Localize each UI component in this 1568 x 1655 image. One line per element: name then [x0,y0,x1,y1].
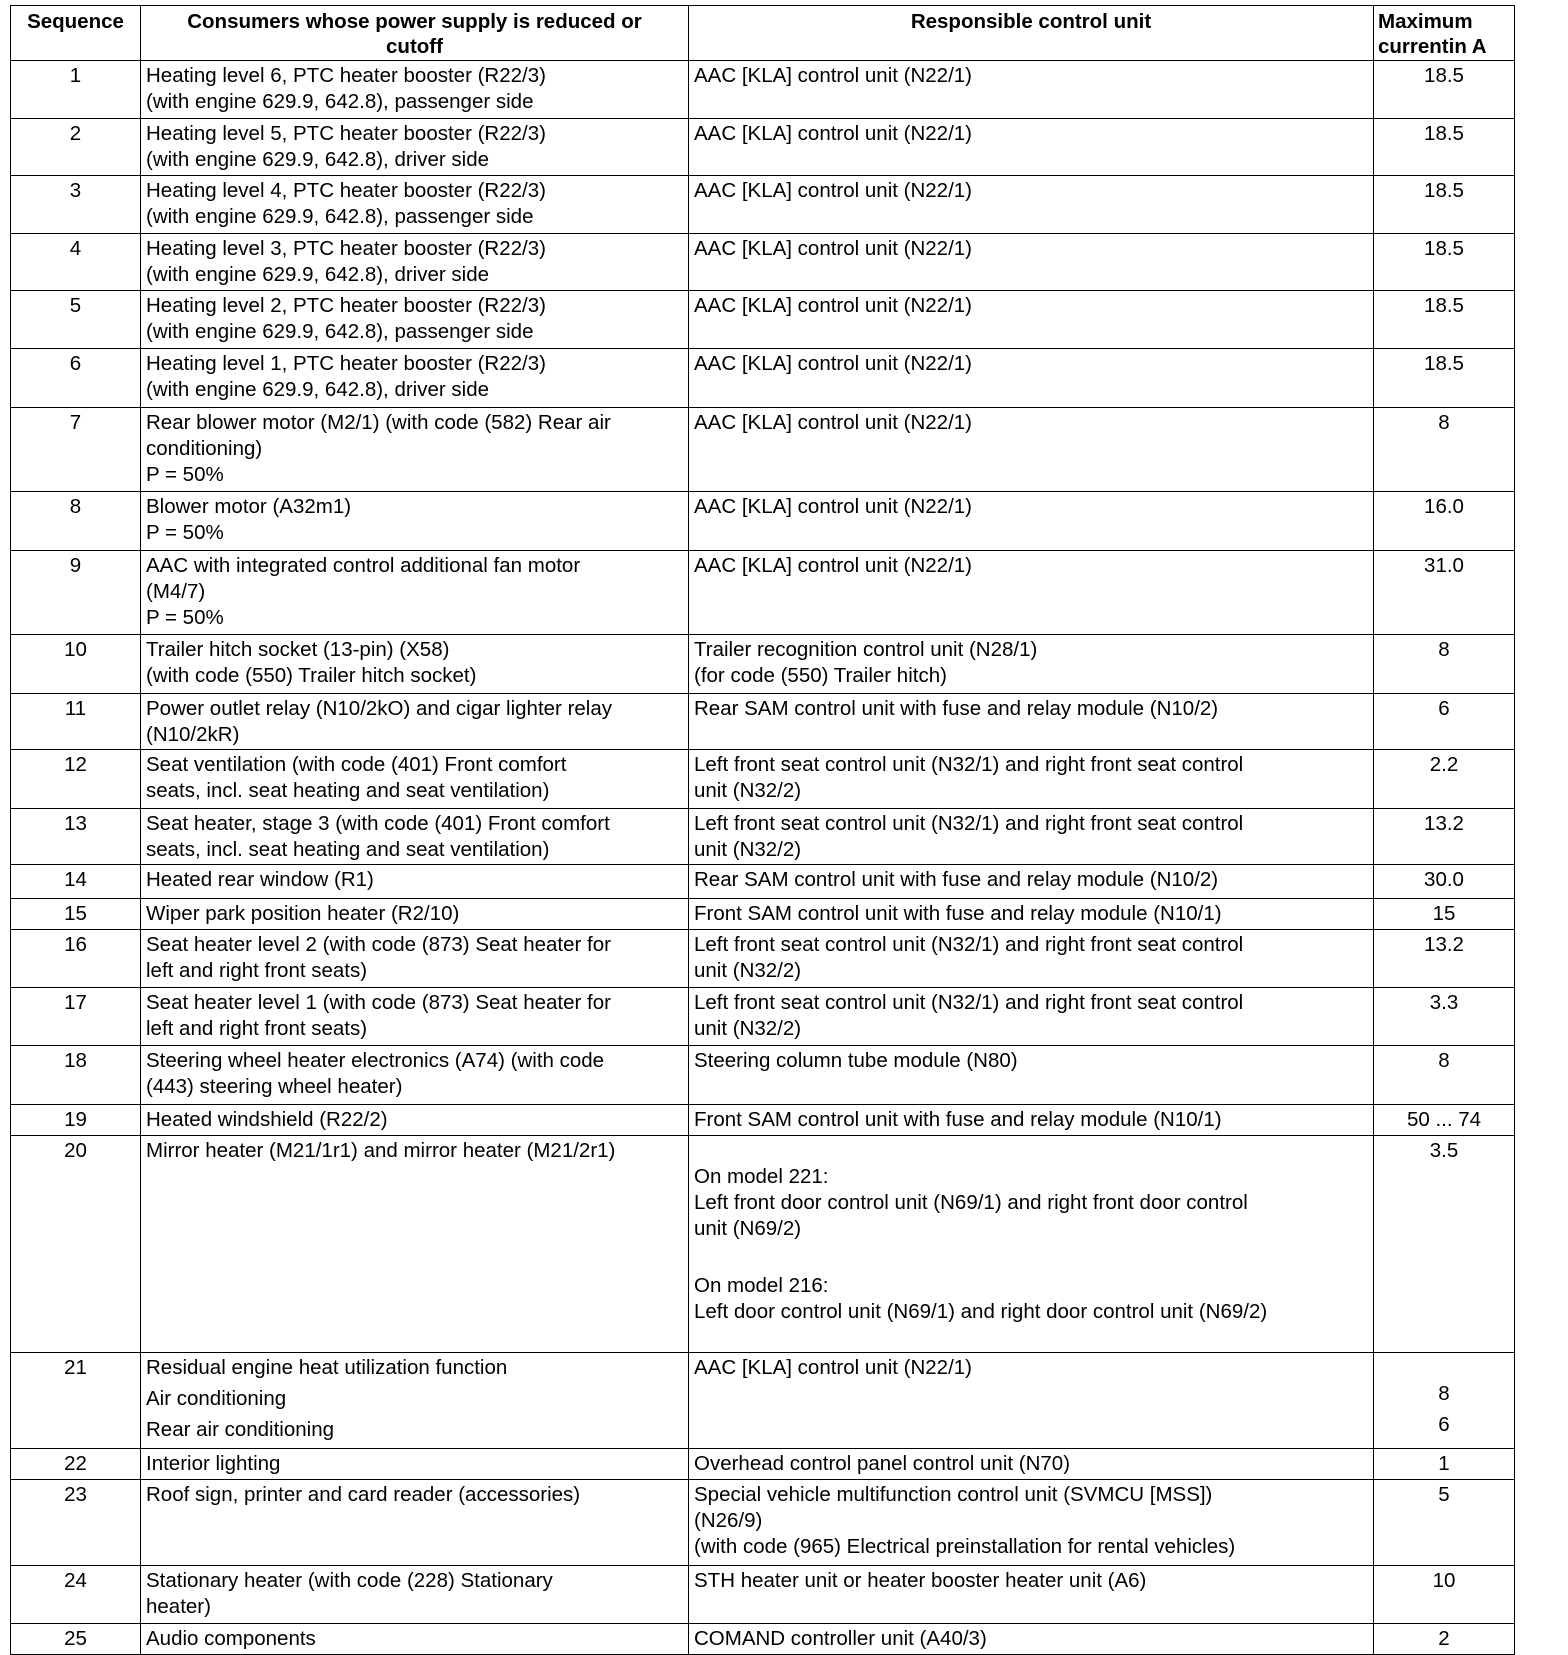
table-row [11,349,1515,408]
sequence-cell: 22 [11,1449,141,1480]
control-unit-cell: Rear SAM control unit with fuse and relay module (N10/2) [689,694,1374,750]
sequence-cell: 16 [11,930,141,988]
header-sequence: Sequence [11,6,141,61]
max-current-cell: 16.0 [1374,492,1515,551]
table-row [11,234,1515,291]
sequence-cell: 20 [11,1136,141,1353]
max-current-cell: 13.2 [1374,809,1515,865]
table-row [11,492,1515,551]
control-unit-cell: AAC [KLA] control unit (N22/1) [689,61,1374,119]
sequence-cell: 21 [11,1353,141,1449]
consumer-cell: Seat heater level 1 (with code (873) Seat heater for left and right front seats) [141,988,689,1046]
max-current-cell: 3.5 [1374,1136,1515,1353]
consumer-cell: Heating level 4, PTC heater booster (R22/3) (with engine 629.9, 642.8), passenger side [141,176,689,234]
sequence-cell: 12 [11,750,141,809]
consumer-cell: Heating level 6, PTC heater booster (R22/3) (with engine 629.9, 642.8), passenger side [141,61,689,119]
table-row [11,899,1515,930]
control-unit-cell: Special vehicle multifunction control unit (SVMCU [MSS]) (N26/9) (with code (965) Electrical preinstallation for rental vehicles) [689,1480,1374,1566]
table-row [11,119,1515,176]
table-row [11,1480,1515,1566]
control-unit-cell: AAC [KLA] control unit (N22/1) [689,119,1374,176]
consumer-subitem: Rear air conditioning [146,1418,335,1441]
consumer-cell: Steering wheel heater electronics (A74) (with code (443) steering wheel heater) [141,1046,689,1105]
sequence-cell: 13 [11,809,141,865]
control-unit-model-221: On model 221: Left front door control unit (N69/1) and right front door control unit (N69/2) [694,1165,1248,1240]
table-row [11,61,1515,119]
table-row [11,1449,1515,1480]
table-row [11,930,1515,988]
consumer-cell: AAC with integrated control additional fan motor (M4/7) P = 50% [141,551,689,635]
consumer-cell: Heating level 3, PTC heater booster (R22/3) (with engine 629.9, 642.8), driver side [141,234,689,291]
control-unit-cell: STH heater unit or heater booster heater unit (A6) [689,1566,1374,1624]
sequence-cell: 18 [11,1046,141,1105]
control-unit-cell: Overhead control panel control unit (N70) [689,1449,1374,1480]
power-reduction-table [10,5,1515,1655]
table-row [11,1105,1515,1136]
consumer-cell [141,1353,689,1449]
consumer-cell: Mirror heater (M21/1r1) and mirror heater (M21/2r1) [141,1136,689,1353]
control-unit-cell [689,1136,1374,1353]
consumer-cell: Audio components [141,1624,689,1655]
consumer-cell: Heating level 1, PTC heater booster (R22/3) (with engine 629.9, 642.8), driver side [141,349,689,408]
control-unit-cell: Left front seat control unit (N32/1) and right front seat control unit (N32/2) [689,930,1374,988]
table-row [11,988,1515,1046]
table-row [11,551,1515,635]
sequence-cell: 23 [11,1480,141,1566]
consumer-cell: Heating level 2, PTC heater booster (R22/3) (with engine 629.9, 642.8), passenger side [141,291,689,349]
consumer-subitem: Residual engine heat utilization function [146,1356,508,1379]
sequence-cell: 2 [11,119,141,176]
sequence-cell: 3 [11,176,141,234]
sequence-cell: 15 [11,899,141,930]
sequence-cell: 6 [11,349,141,408]
max-current-cell: 6 [1374,694,1515,750]
control-unit-cell: Steering column tube module (N80) [689,1046,1374,1105]
consumer-subitem: Air conditioning [146,1387,287,1410]
table-row [11,694,1515,750]
table-row [11,408,1515,492]
sequence-cell: 11 [11,694,141,750]
control-unit-cell: Left front seat control unit (N32/1) and right front seat control unit (N32/2) [689,750,1374,809]
control-unit-cell: COMAND controller unit (A40/3) [689,1624,1374,1655]
consumer-cell: Roof sign, printer and card reader (accessories) [141,1480,689,1566]
table-row [11,1136,1515,1353]
max-current-cell: 8 [1374,635,1515,694]
sequence-cell: 14 [11,865,141,899]
table-row [11,176,1515,234]
max-current-cell: 50 ... 74 [1374,1105,1515,1136]
table-row [11,1624,1515,1655]
consumer-cell: Seat ventilation (with code (401) Front comfort seats, incl. seat heating and seat ventilation) [141,750,689,809]
max-current-cell: 8 [1374,408,1515,492]
table-header-row [11,6,1515,61]
max-current-cell: 18.5 [1374,234,1515,291]
max-current-cell: 18.5 [1374,119,1515,176]
control-unit-model-216: On model 216: Left door control unit (N69/1) and right door control unit (N69/2) [694,1274,1268,1323]
max-current-cell: 30.0 [1374,865,1515,899]
table-row [11,865,1515,899]
table-row [11,1046,1515,1105]
consumer-cell: Seat heater, stage 3 (with code (401) Front comfort seats, incl. seat heating and seat ventilation) [141,809,689,865]
control-unit-cell: Rear SAM control unit with fuse and relay module (N10/2) [689,865,1374,899]
control-unit-cell: Front SAM control unit with fuse and relay module (N10/1) [689,1105,1374,1136]
max-current-cell: 18.5 [1374,61,1515,119]
consumer-cell: Blower motor (A32m1) P = 50% [141,492,689,551]
table-row [11,291,1515,349]
sequence-cell: 10 [11,635,141,694]
table-row [11,635,1515,694]
sequence-cell: 19 [11,1105,141,1136]
max-current-cell: 1 [1374,1449,1515,1480]
sequence-cell: 24 [11,1566,141,1624]
control-unit-cell: AAC [KLA] control unit (N22/1) [689,349,1374,408]
max-current-cell: 13.2 [1374,930,1515,988]
sequence-cell: 25 [11,1624,141,1655]
control-unit-cell: AAC [KLA] control unit (N22/1) [689,551,1374,635]
header-max-current: Maximum currentin A [1374,6,1515,61]
consumer-cell: Power outlet relay (N10/2kO) and cigar lighter relay (N10/2kR) [141,694,689,750]
max-current-cell: 31.0 [1374,551,1515,635]
control-unit-cell: AAC [KLA] control unit (N22/1) [689,234,1374,291]
sequence-cell: 7 [11,408,141,492]
table-row [11,750,1515,809]
max-current-cell: 5 [1374,1480,1515,1566]
max-current-cell: 18.5 [1374,349,1515,408]
table-row [11,1353,1515,1449]
header-control-unit: Responsible control unit [689,6,1374,61]
max-current-cell: 15 [1374,899,1515,930]
sequence-cell: 1 [11,61,141,119]
max-current-cell: 2 [1374,1624,1515,1655]
max-current-cell: 8 [1374,1046,1515,1105]
max-current-subitem: 6 [1438,1413,1450,1436]
consumer-cell: Interior lighting [141,1449,689,1480]
max-current-cell [1374,1353,1515,1449]
max-current-cell: 18.5 [1374,176,1515,234]
consumer-cell: Seat heater level 2 (with code (873) Seat heater for left and right front seats) [141,930,689,988]
consumer-cell: Heated rear window (R1) [141,865,689,899]
control-unit-cell: AAC [KLA] control unit (N22/1) [689,492,1374,551]
max-current-cell: 2.2 [1374,750,1515,809]
consumer-cell: Wiper park position heater (R2/10) [141,899,689,930]
table-row [11,1566,1515,1624]
consumer-cell: Heating level 5, PTC heater booster (R22/3) (with engine 629.9, 642.8), driver side [141,119,689,176]
max-current-cell: 18.5 [1374,291,1515,349]
control-unit-cell: AAC [KLA] control unit (N22/1) [689,291,1374,349]
consumer-cell: Rear blower motor (M2/1) (with code (582) Rear air conditioning) P = 50% [141,408,689,492]
control-unit-cell: Front SAM control unit with fuse and relay module (N10/1) [689,899,1374,930]
control-unit-cell: Trailer recognition control unit (N28/1) (for code (550) Trailer hitch) [689,635,1374,694]
max-current-cell: 10 [1374,1566,1515,1624]
control-unit-cell: AAC [KLA] control unit (N22/1) [689,1353,1374,1449]
control-unit-cell: Left front seat control unit (N32/1) and right front seat control unit (N32/2) [689,988,1374,1046]
control-unit-cell: AAC [KLA] control unit (N22/1) [689,176,1374,234]
sequence-cell: 4 [11,234,141,291]
control-unit-cell: Left front seat control unit (N32/1) and right front seat control unit (N32/2) [689,809,1374,865]
header-consumers: Consumers whose power supply is reduced or cutoff [141,6,689,61]
sequence-cell: 8 [11,492,141,551]
table-row [11,809,1515,865]
consumer-cell: Stationary heater (with code (228) Stationary heater) [141,1566,689,1624]
control-unit-cell: AAC [KLA] control unit (N22/1) [689,408,1374,492]
consumer-cell: Trailer hitch socket (13-pin) (X58) (with code (550) Trailer hitch socket) [141,635,689,694]
max-current-subitem: 8 [1438,1382,1450,1405]
consumer-cell: Heated windshield (R22/2) [141,1105,689,1136]
sequence-cell: 9 [11,551,141,635]
sequence-cell: 5 [11,291,141,349]
max-current-cell: 3.3 [1374,988,1515,1046]
sequence-cell: 17 [11,988,141,1046]
